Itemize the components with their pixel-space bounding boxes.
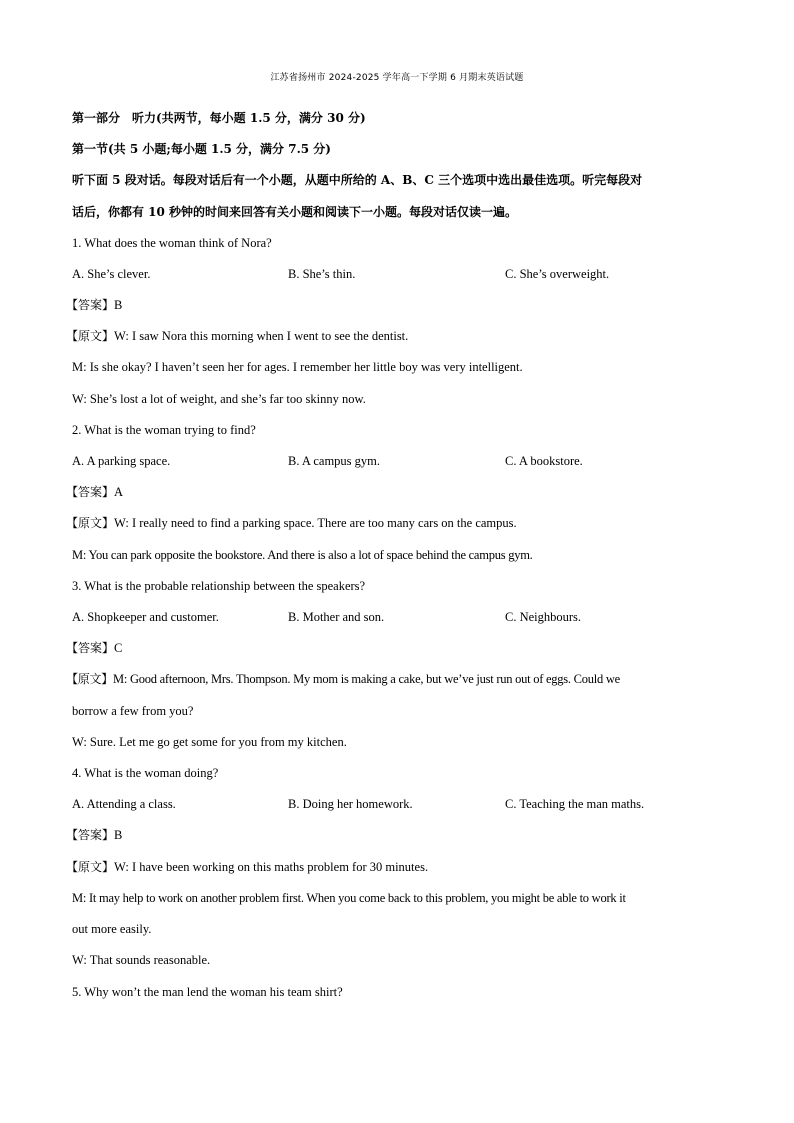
q3-answer-value: C	[114, 641, 123, 655]
q4-option-b: B. Doing her homework.	[288, 797, 413, 811]
q1-answer	[66, 297, 718, 313]
part-heading: 第一部分 听力(共两节，每小题 1.5 分，满分 30 分)	[72, 111, 366, 125]
q1-answer-value: B	[114, 298, 123, 312]
page-title: 江苏省扬州市 2024-2025 学年高一下学期 6 月期末英语试题	[270, 73, 524, 83]
question-5: 5. Why won’t the man lend the woman his team shirt?	[72, 985, 343, 999]
q4-script-2: M: It may help to work on another problem first. When you come back to this problem, you might be able to work it	[72, 891, 626, 905]
q1-script-2: M: Is she okay? I haven’t seen her for ages. I remember her little boy was very intelligent.	[72, 360, 523, 374]
script-label: 【原文】	[66, 516, 115, 530]
answer-label: 【答案】	[66, 828, 115, 842]
q3-script-3: W: Sure. Let me go get some for you from my kitchen.	[72, 735, 347, 749]
q2-script-2: M: You can park opposite the bookstore. And there is also a lot of space behind the campus gym.	[72, 548, 533, 562]
q1-option-b: B. She’s thin.	[288, 267, 356, 281]
q1-option-a: A. She’s clever.	[72, 267, 151, 281]
instruction-line-1: 听下面 5 段对话。每段对话后有一个小题，从题中所给的 A、B、C 三个选项中选出最佳选项。听完每段对	[72, 173, 643, 187]
q4-answer	[66, 827, 718, 843]
q3-option-c: C. Neighbours.	[505, 610, 582, 624]
q4-script-1	[66, 859, 718, 875]
q4-option-a: A. Attending a class.	[72, 797, 176, 811]
instruction-line-2: 话后，你都有 10 秒钟的时间来回答有关小题和阅读下一小题。每段对话仅读一遍。	[72, 205, 518, 219]
q2-option-c: C. A bookstore.	[505, 454, 583, 468]
q3-script-2: borrow a few from you?	[72, 704, 194, 718]
q4-answer-value: B	[114, 828, 123, 842]
question-1: 1. What does the woman think of Nora?	[72, 236, 272, 250]
q1-script-3: W: She’s lost a lot of weight, and she’s far too skinny now.	[72, 392, 366, 406]
answer-label: 【答案】	[66, 485, 115, 499]
q2-option-b: B. A campus gym.	[288, 454, 381, 468]
q4-script-text: W: I have been working on this maths problem for 30 minutes.	[114, 860, 429, 874]
q3-option-b: B. Mother and son.	[288, 610, 385, 624]
question-3: 3. What is the probable relationship between the speakers?	[72, 579, 366, 593]
q4-script-3: out more easily.	[72, 922, 152, 936]
q3-answer	[66, 640, 718, 656]
script-label: 【原文】	[66, 329, 115, 343]
question-4: 4. What is the woman doing?	[72, 766, 219, 780]
question-2: 2. What is the woman trying to find?	[72, 423, 256, 437]
script-label: 【原文】	[66, 672, 114, 686]
answer-label: 【答案】	[66, 641, 115, 655]
q4-option-c: C. Teaching the man maths.	[505, 797, 645, 811]
q4-script-4: W: That sounds reasonable.	[72, 953, 211, 967]
q2-option-a: A. A parking space.	[72, 454, 171, 468]
script-label: 【原文】	[66, 860, 115, 874]
q2-answer-value: A	[114, 485, 124, 499]
q3-option-a: A. Shopkeeper and customer.	[72, 610, 219, 624]
answer-label: 【答案】	[66, 298, 115, 312]
q3-script-1	[66, 671, 718, 687]
section-heading: 第一节(共 5 小题;每小题 1.5 分，满分 7.5 分)	[72, 142, 331, 156]
q2-answer	[66, 484, 718, 500]
q2-script-1	[66, 515, 718, 531]
q3-script-text: M: Good afternoon, Mrs. Thompson. My mom is making a cake, but we’ve just run out of eggs. Could we	[113, 672, 620, 686]
q1-script-text: W: I saw Nora this morning when I went to see the dentist.	[114, 329, 409, 343]
q2-script-text: W: I really need to find a parking space. There are too many cars on the campus.	[114, 516, 517, 530]
q1-script-1	[66, 328, 718, 344]
q1-option-c: C. She’s overweight.	[505, 267, 610, 281]
